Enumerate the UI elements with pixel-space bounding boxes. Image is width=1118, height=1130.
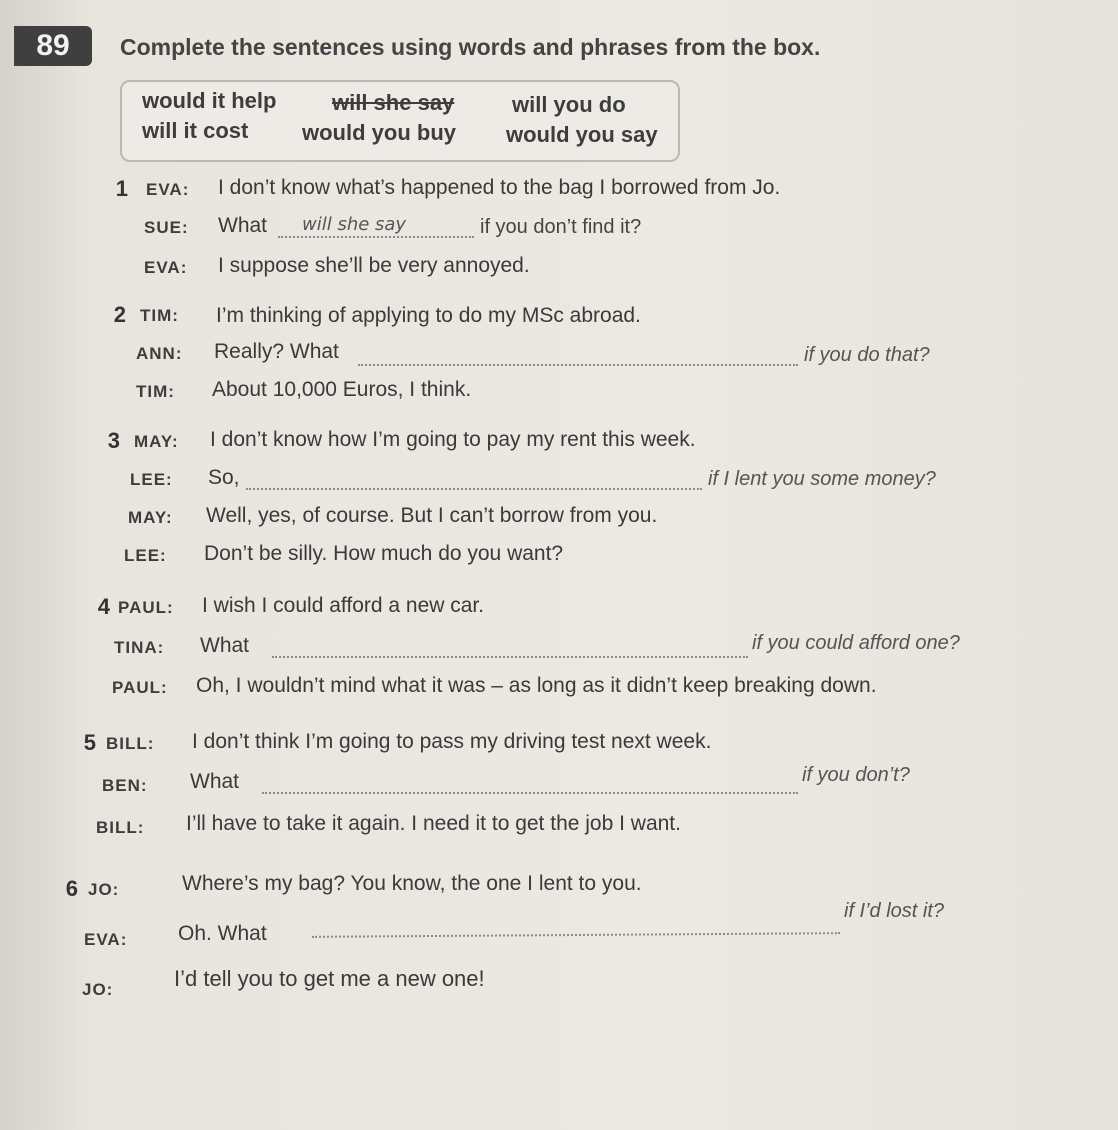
speaker-label: PAUL: (112, 678, 168, 697)
dialogue-text: What (190, 770, 240, 793)
dialogue-text: What (200, 634, 250, 657)
speaker-label: LEE: (124, 546, 167, 565)
speaker-label: BILL: (96, 818, 145, 837)
speaker-label: SUE: (144, 218, 189, 237)
answer-blank[interactable] (272, 656, 748, 658)
speaker-label: BILL: (106, 734, 155, 753)
dialogue-text: I suppose she’ll be very annoyed. (218, 254, 530, 277)
dialogue-tail: if you do that? (804, 344, 930, 366)
item-number: 1 (115, 176, 128, 201)
speaker-label: EVA: (146, 180, 190, 199)
speaker-label: TIM: (140, 306, 179, 325)
speaker-label: MAY: (128, 508, 173, 527)
dialogue-tail: if I’d lost it? (844, 900, 945, 922)
dialogue-text: I’m thinking of applying to do my MSc abroad. (216, 304, 641, 327)
speaker-label: TIM: (136, 382, 175, 401)
answer-blank[interactable] (278, 236, 474, 238)
speaker-label: EVA: (144, 258, 188, 277)
dialogue-text: Oh. What (178, 922, 267, 945)
dialogue-text: Where’s my bag? You know, the one I lent to you. (182, 872, 642, 895)
item-number: 4 (97, 594, 110, 619)
speaker-label: JO: (88, 880, 120, 899)
speaker-label: LEE: (130, 470, 173, 489)
speaker-label: JO: (82, 980, 114, 999)
word-box-item: will it cost (142, 118, 249, 143)
dialogue-tail: if you don’t find it? (480, 216, 642, 238)
handwritten-answer: will she say (302, 214, 407, 235)
dialogue-text: So, (208, 466, 240, 489)
dialogue-text: Really? What (214, 340, 339, 363)
speaker-label: EVA: (84, 930, 128, 949)
dialogue-text: Well, yes, of course. But I can’t borrow from you. (206, 504, 658, 527)
dialogue-text: What (218, 214, 268, 237)
speaker-label: BEN: (102, 776, 148, 795)
exercise-instruction: Complete the sentences using words and phrases from the box. (120, 34, 821, 60)
word-box-item: will you do (512, 92, 626, 117)
item-number: 5 (83, 730, 96, 755)
dialogue-text: Oh, I wouldn’t mind what it was – as long as it didn’t keep breaking down. (196, 674, 877, 697)
dialogue-text: Don’t be silly. How much do you want? (204, 542, 564, 565)
speaker-label: MAY: (134, 432, 179, 451)
dialogue-text: I don’t know what’s happened to the bag I borrowed from Jo. (218, 176, 781, 199)
speaker-label: TINA: (114, 638, 165, 657)
word-box-item: would you say (506, 122, 658, 147)
dialogue-tail: if I lent you some money? (708, 468, 936, 490)
answer-blank[interactable] (262, 792, 798, 794)
answer-blank[interactable] (358, 364, 798, 366)
word-box-item: would it help (142, 88, 277, 113)
dialogue-text: I don’t know how I’m going to pay my rent this week. (210, 428, 696, 451)
dialogue-text: About 10,000 Euros, I think. (212, 378, 472, 401)
dialogue-tail: if you could afford one? (752, 632, 960, 654)
dialogue-text: I wish I could afford a new car. (202, 594, 485, 617)
dialogue-text: I’d tell you to get me a new one! (174, 966, 485, 991)
dialogue-text: I’ll have to take it again. I need it to get the job I want. (186, 812, 681, 835)
word-box-item-used: will she say (332, 90, 455, 115)
speaker-label: ANN: (136, 344, 183, 363)
word-box (120, 80, 680, 162)
speaker-label: PAUL: (118, 598, 174, 617)
dialogue-text: I don’t think I’m going to pass my driving test next week. (192, 730, 712, 753)
item-number: 3 (107, 428, 120, 453)
item-number: 6 (65, 876, 78, 901)
word-box-item: would you buy (302, 120, 456, 145)
item-number: 2 (113, 302, 126, 327)
dialogue-tail: if you don’t? (802, 764, 910, 786)
answer-blank[interactable] (246, 488, 702, 490)
exercise-number-badge: 89 (14, 26, 92, 66)
